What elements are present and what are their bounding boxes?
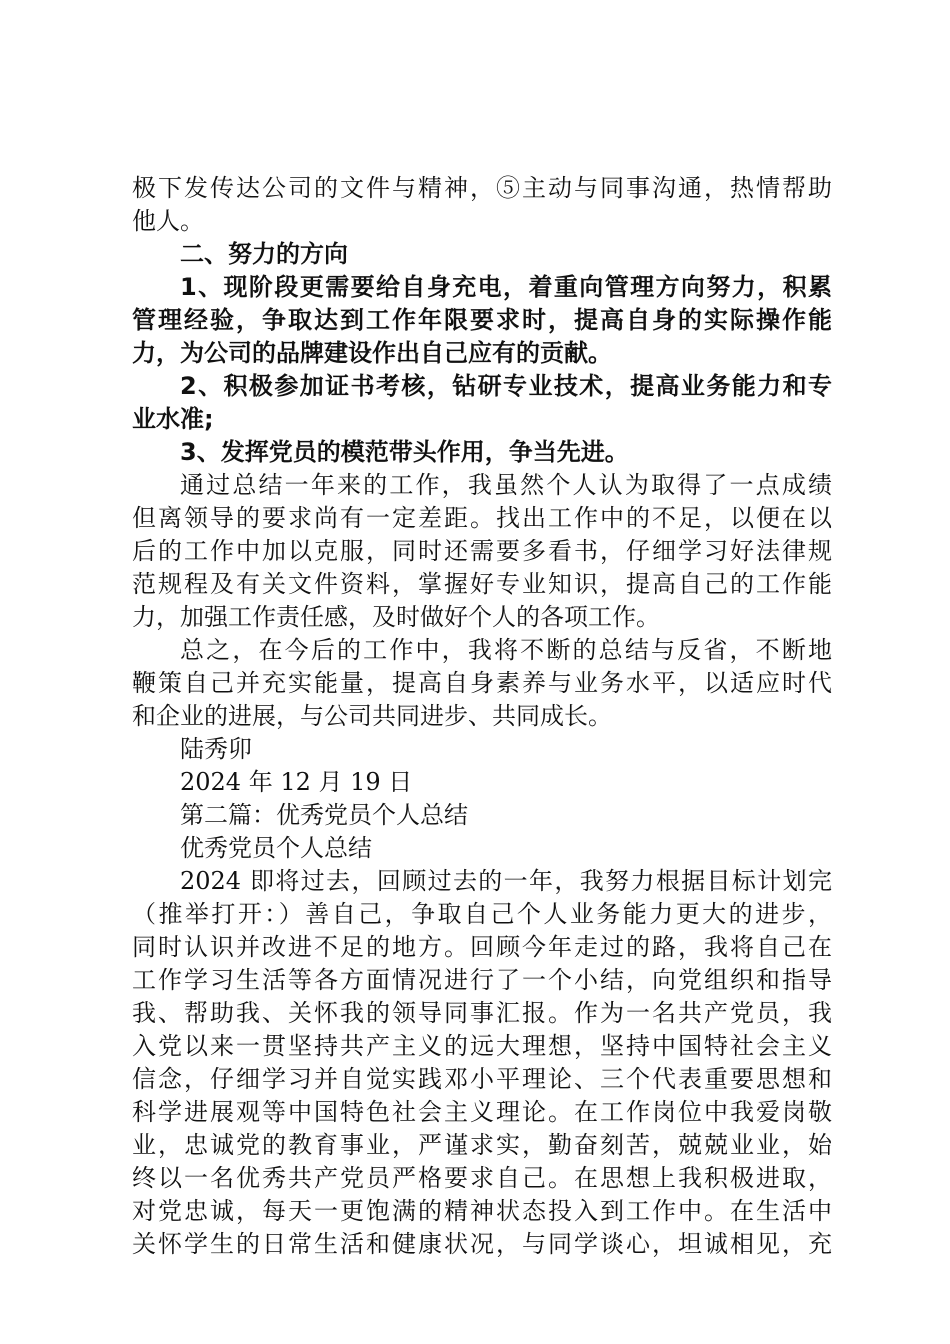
- text-line: 鞭策自己并充实能量，提高自身素养与业务水平，以适应时代: [132, 669, 832, 697]
- text-line: 范规程及有关文件资料，掌握好专业知识，提高自己的工作能: [132, 570, 832, 598]
- text-line: 关怀学生的日常生活和健康状况，与同学谈心，坦诚相见，充: [132, 1230, 832, 1258]
- text-line: 管理经验，争取达到工作年限要求时，提高自身的实际操作能: [132, 306, 832, 334]
- text-line: 极下发传达公司的文件与精神，⑤主动与同事沟通，热情帮助: [132, 174, 832, 202]
- text-line: 2、积极参加证书考核，钻研专业技术，提高业务能力和专: [180, 372, 832, 400]
- document-body: [132, 172, 832, 1261]
- text-line: （推举打开：）善自己，争取自己个人业务能力更大的进步，: [132, 900, 832, 928]
- text-line: 优秀党员个人总结: [180, 834, 372, 862]
- text-line: 工作学习生活等各方面情况进行了一个小结，向党组织和指导: [132, 966, 832, 994]
- text-line: 2024 年 12 月 19 日: [180, 768, 413, 796]
- text-line: 通过总结一年来的工作，我虽然个人认为取得了一点成绩: [180, 471, 832, 499]
- text-line: 同时认识并改进不足的地方。回顾今年走过的路，我将自己在: [132, 933, 832, 961]
- text-line: 力，加强工作责任感，及时做好个人的各项工作。: [132, 603, 660, 631]
- text-line: 后的工作中加以克服，同时还需要多看书，仔细学习好法律规: [132, 537, 832, 565]
- text-line: 总之，在今后的工作中，我将不断的总结与反省，不断地: [180, 636, 832, 664]
- text-line: 他人。: [132, 207, 204, 235]
- text-line: 终以一名优秀共产党员严格要求自己。在思想上我积极进取，: [132, 1164, 832, 1192]
- text-line: 业，忠诚党的教育事业，严谨求实，勤奋刻苦，兢兢业业，始: [132, 1131, 832, 1159]
- text-line: 3、发挥党员的模范带头作用，争当先进。: [180, 438, 629, 466]
- text-line: 业水准;: [132, 405, 214, 433]
- text-line: 2024 即将过去，回顾过去的一年，我努力根据目标计划完: [180, 867, 832, 895]
- text-line: 信念，仔细学习并自觉实践邓小平理论、三个代表重要思想和: [132, 1065, 832, 1093]
- text-line: 但离领导的要求尚有一定差距。找出工作中的不足，以便在以: [132, 504, 832, 532]
- text-line: 二、努力的方向: [180, 240, 348, 268]
- text-line: 入党以来一贯坚持共产主义的远大理想，坚持中国特社会主义: [132, 1032, 832, 1060]
- text-line: 第二篇：优秀党员个人总结: [180, 801, 468, 829]
- text-line: 对党忠诚，每天一更饱满的精神状态投入到工作中。在生活中: [132, 1197, 832, 1225]
- text-line: 我、帮助我、关怀我的领导同事汇报。作为一名共产党员，我: [132, 999, 832, 1027]
- text-line: 力，为公司的品牌建设作出自己应有的贡献。: [132, 339, 612, 367]
- text-line: 科学进展观等中国特色社会主义理论。在工作岗位中我爱岗敬: [132, 1098, 832, 1126]
- text-line: 和企业的进展，与公司共同进步、共同成长。: [132, 702, 612, 730]
- text-line: 陆秀卯: [180, 735, 252, 763]
- text-line: 1、现阶段更需要给自身充电，着重向管理方向努力，积累: [180, 273, 832, 301]
